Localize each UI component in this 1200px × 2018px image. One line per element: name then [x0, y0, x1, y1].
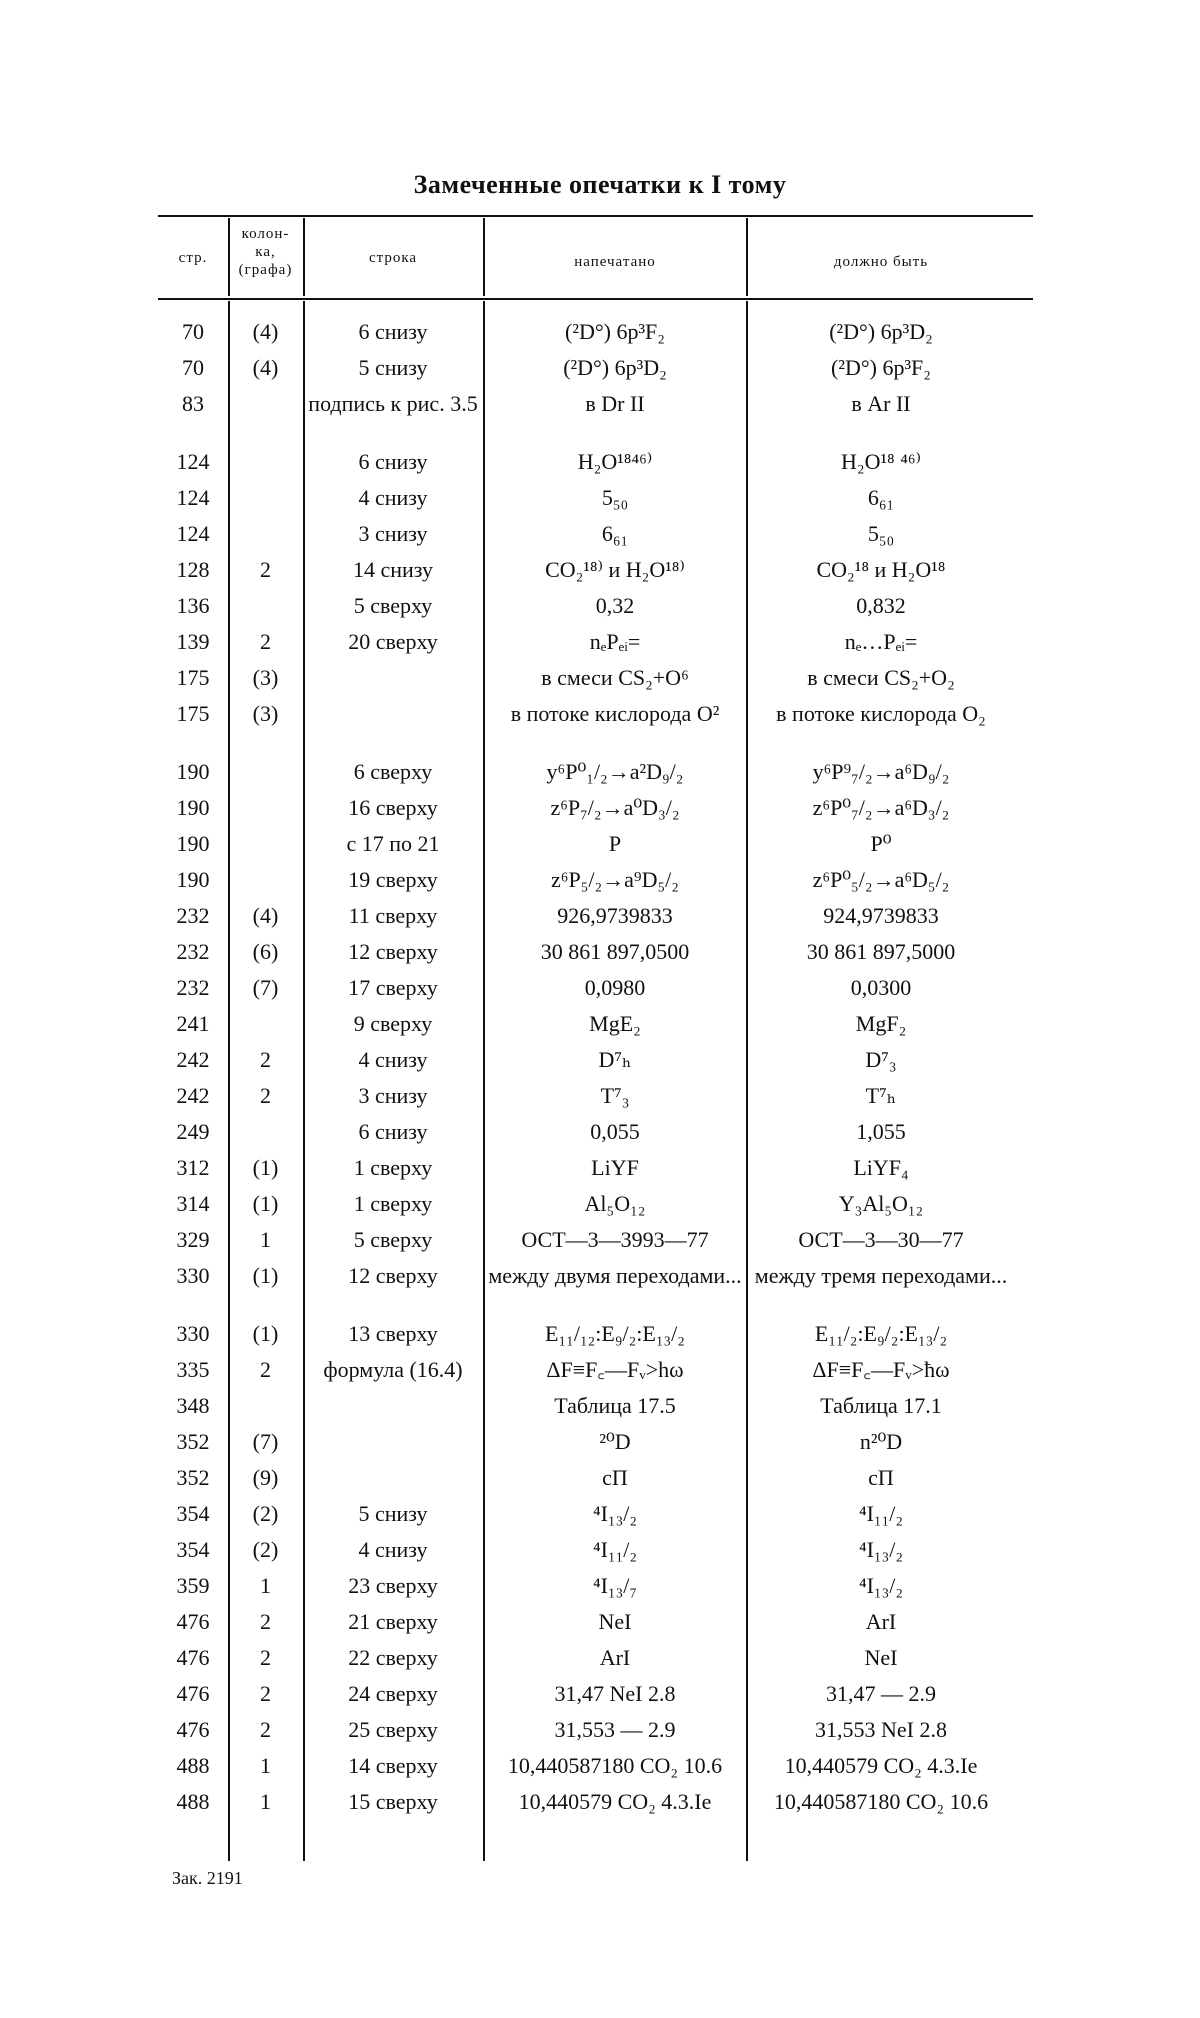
row-column: (4)	[252, 355, 279, 380]
header-column-line: колон-	[241, 226, 290, 242]
row-should-be: (²D°) 6p³F₂	[831, 355, 931, 380]
table-row	[158, 1264, 1033, 1300]
table-row	[158, 486, 1033, 522]
row-line: 5 снизу	[358, 1501, 428, 1526]
row-should-be: ArI	[865, 1609, 897, 1634]
table-row	[158, 1358, 1033, 1394]
row-printed: (²D°) 6p³D₂	[563, 355, 667, 380]
row-page: 242	[176, 1083, 210, 1108]
row-should-be: в Ar II	[851, 391, 911, 416]
row-page: 232	[176, 903, 210, 928]
row-should-be: NeI	[864, 1645, 898, 1670]
row-should-be: Y₃Al₅O₁₂	[838, 1191, 924, 1216]
row-line: 6 снизу	[358, 319, 428, 344]
row-should-be: z⁶P⁰₅/₂→a⁶D₅/₂	[812, 867, 950, 892]
row-line: 25 сверху	[348, 1717, 438, 1742]
row-page: 175	[176, 665, 210, 690]
row-printed: в смеси CS₂+O⁶	[541, 665, 689, 690]
table-row	[158, 1682, 1033, 1718]
row-line: 5 сверху	[353, 593, 433, 618]
row-should-be: ⁴I₁₃/₂	[858, 1573, 904, 1598]
table-row	[158, 630, 1033, 666]
row-page: 128	[176, 557, 210, 582]
row-page: 83	[182, 391, 204, 416]
row-page: 488	[176, 1789, 210, 1814]
row-should-be: E₁₁/₂:E₉/₂:E₁₃/₂	[814, 1321, 948, 1346]
table-row	[158, 1012, 1033, 1048]
row-line: 23 сверху	[348, 1573, 438, 1598]
row-printed: 5₅₀	[601, 485, 629, 510]
header-printed: напечатано	[574, 254, 656, 270]
row-column: (7)	[252, 1429, 279, 1454]
row-printed: 926,9739833	[557, 903, 673, 928]
row-page: 354	[176, 1501, 210, 1526]
top-rule	[158, 215, 1033, 217]
row-column: (9)	[252, 1465, 279, 1490]
table-row	[158, 1394, 1033, 1430]
row-printed: z⁶P₅/₂→a⁹D₅/₂	[551, 867, 679, 892]
header-divider	[746, 218, 748, 296]
row-line: 13 сверху	[348, 1321, 438, 1346]
row-line: 24 сверху	[348, 1681, 438, 1706]
row-line: подпись к рис. 3.5	[308, 391, 478, 416]
table-row	[158, 1048, 1033, 1084]
row-page: 190	[176, 795, 210, 820]
row-printed: в потоке кислорода O²	[510, 701, 720, 726]
row-line: с 17 по 21	[346, 831, 440, 856]
page-title: Замеченные опечатки к I тому	[413, 170, 787, 199]
row-should-be: cП	[868, 1465, 894, 1490]
header-column-line: ка,	[255, 244, 276, 260]
row-page: 476	[176, 1717, 210, 1742]
row-line: 19 сверху	[348, 867, 438, 892]
row-column: (3)	[252, 665, 279, 690]
row-page: 175	[176, 701, 210, 726]
row-printed: nₑPₑᵢ=	[589, 629, 641, 654]
row-page: 330	[176, 1321, 210, 1346]
row-page: 232	[176, 939, 210, 964]
header-should-be: должно быть	[833, 254, 929, 270]
row-printed: (²D°) 6p³F₂	[565, 319, 665, 344]
row-printed: LiYF	[591, 1155, 639, 1180]
row-column: 1	[260, 1753, 271, 1778]
row-line: 16 сверху	[348, 795, 438, 820]
header-column	[228, 225, 303, 279]
row-column: (3)	[252, 701, 279, 726]
row-column: (4)	[252, 319, 279, 344]
row-should-be: D⁷₃	[865, 1047, 897, 1072]
table-row	[158, 1646, 1033, 1682]
row-column: 2	[260, 1645, 271, 1670]
table-row	[158, 1502, 1033, 1538]
row-should-be: nₑ…Pₑᵢ=	[844, 629, 918, 654]
row-printed: cП	[602, 1465, 628, 1490]
row-line: 22 сверху	[348, 1645, 438, 1670]
row-page: 476	[176, 1681, 210, 1706]
row-page: 476	[176, 1609, 210, 1634]
row-should-be: 0,832	[856, 593, 906, 618]
row-page: 352	[176, 1465, 210, 1490]
table-row	[158, 868, 1033, 904]
row-page: 359	[176, 1573, 210, 1598]
row-should-be: 1,055	[856, 1119, 906, 1144]
table-row	[158, 1084, 1033, 1120]
row-column: 1	[260, 1227, 271, 1252]
row-line: 5 сверху	[353, 1227, 433, 1252]
table-row	[158, 1610, 1033, 1646]
row-printed: ОСТ—3—3993—77	[521, 1227, 709, 1252]
row-printed: y⁶P⁰₁/₂→a²D₉/₂	[546, 759, 684, 784]
row-page: 124	[176, 521, 210, 546]
row-page: 314	[176, 1191, 210, 1216]
row-should-be: y⁶P⁹₇/₂→a⁶D₉/₂	[812, 759, 950, 784]
row-printed: z⁶P₇/₂→a⁰D₃/₂	[550, 795, 680, 820]
row-should-be: T⁷ₕ	[865, 1083, 897, 1108]
table-row	[158, 1790, 1033, 1826]
row-page: 124	[176, 485, 210, 510]
row-should-be: 924,9739833	[823, 903, 939, 928]
row-page: 330	[176, 1263, 210, 1288]
row-page: 190	[176, 867, 210, 892]
row-line: 17 сверху	[348, 975, 438, 1000]
row-printed: CO₂¹⁸⁾ и H₂O¹⁸⁾	[545, 557, 685, 582]
table-row	[158, 760, 1033, 796]
row-printed: 10,440579 CO₂ 4.3.Ie	[518, 1789, 712, 1814]
row-column: (1)	[252, 1263, 279, 1288]
errata-table	[158, 215, 1033, 1865]
row-should-be: между тремя переходами...	[754, 1263, 1008, 1288]
row-column: (1)	[252, 1155, 279, 1180]
row-printed: MgE₂	[589, 1011, 641, 1036]
header-line: строка	[368, 250, 418, 266]
row-printed: H₂O¹⁸⁴⁶⁾	[577, 449, 653, 474]
header-divider	[483, 218, 485, 296]
row-should-be: ⁴I₁₃/₂	[858, 1537, 904, 1562]
table-row	[158, 976, 1033, 1012]
row-page: 335	[176, 1357, 210, 1382]
row-should-be: в потоке кислорода O₂	[776, 701, 986, 726]
table-row	[158, 1574, 1033, 1610]
table-row	[158, 1718, 1033, 1754]
table-row	[158, 702, 1033, 738]
row-line: 4 снизу	[358, 1047, 428, 1072]
row-page: 476	[176, 1645, 210, 1670]
row-page: 242	[176, 1047, 210, 1072]
row-column: 1	[260, 1573, 271, 1598]
row-page: 488	[176, 1753, 210, 1778]
row-should-be: H₂O¹⁸ ⁴⁶⁾	[841, 449, 921, 474]
header-column-line: (графа)	[238, 262, 293, 278]
row-column: (4)	[252, 903, 279, 928]
row-line: 3 снизу	[358, 521, 428, 546]
row-should-be: 30 861 897,5000	[806, 939, 956, 964]
table-row	[158, 1430, 1033, 1466]
row-column: (2)	[252, 1501, 279, 1526]
table-row	[158, 1228, 1033, 1264]
row-should-be: ⁴I₁₁/₂	[858, 1501, 904, 1526]
table-row	[158, 392, 1033, 428]
row-line: 4 снизу	[358, 1537, 428, 1562]
row-should-be: n²⁰D	[859, 1429, 903, 1454]
row-column: 2	[260, 1681, 271, 1706]
row-page: 124	[176, 449, 210, 474]
row-line: 14 сверху	[348, 1753, 438, 1778]
row-page: 70	[182, 355, 204, 380]
table-row	[158, 1466, 1033, 1502]
row-printed: ⁴I₁₁/₂	[592, 1537, 638, 1562]
row-page: 312	[176, 1155, 210, 1180]
table-row	[158, 796, 1033, 832]
row-printed: ⁴I₁₃/₂	[592, 1501, 638, 1526]
row-page: 139	[176, 629, 210, 654]
footer-order-number: Зак. 2191	[172, 1868, 243, 1888]
header-rule	[158, 298, 1033, 300]
row-should-be: CO₂¹⁸ и H₂O¹⁸	[816, 557, 946, 582]
row-should-be: MgF₂	[855, 1011, 907, 1036]
row-should-be: 5₅₀	[867, 521, 895, 546]
row-printed: E₁₁/₁₂:E₉/₂:E₁₃/₂	[545, 1321, 685, 1346]
row-should-be: 6₆₁	[867, 485, 895, 510]
row-should-be: в смеси CS₂+O₂	[807, 665, 955, 690]
row-line: 21 сверху	[348, 1609, 438, 1634]
row-printed: 0,0980	[584, 975, 646, 1000]
row-column: 2	[260, 1357, 271, 1382]
row-line: 5 снизу	[358, 355, 428, 380]
row-column: (7)	[252, 975, 279, 1000]
row-printed: 6₆₁	[601, 521, 629, 546]
row-page: 249	[176, 1119, 210, 1144]
row-page: 70	[182, 319, 204, 344]
row-page: 348	[176, 1393, 210, 1418]
row-printed: 30 861 897,0500	[540, 939, 690, 964]
table-row	[158, 594, 1033, 630]
row-should-be: (²D°) 6p³D₂	[829, 319, 933, 344]
row-column: (6)	[252, 939, 279, 964]
row-printed: 0,055	[590, 1119, 640, 1144]
row-line: 6 снизу	[358, 1119, 428, 1144]
table-row	[158, 1322, 1033, 1358]
row-page: 329	[176, 1227, 210, 1252]
row-printed: в Dr II	[585, 391, 645, 416]
row-column: 2	[260, 1609, 271, 1634]
row-page: 241	[176, 1011, 210, 1036]
row-column: (1)	[252, 1191, 279, 1216]
table-row	[158, 356, 1033, 392]
table-row	[158, 666, 1033, 702]
row-should-be: 10,440587180 CO₂ 10.6	[773, 1789, 989, 1814]
row-should-be: z⁶P⁰₇/₂→a⁶D₃/₂	[812, 795, 950, 820]
row-column: (2)	[252, 1537, 279, 1562]
row-column: 1	[260, 1789, 271, 1814]
row-should-be: 0,0300	[850, 975, 912, 1000]
row-should-be: 31,553 NeI 2.8	[815, 1717, 947, 1742]
row-printed: T⁷₃	[600, 1083, 630, 1108]
row-printed: Al₅O₁₂	[584, 1191, 646, 1216]
row-printed: 31,553 — 2.9	[554, 1717, 676, 1742]
table-row	[158, 904, 1033, 940]
row-should-be: ΔF≡F꜀—Fᵥ>ħω	[812, 1357, 950, 1382]
row-printed: между двумя переходами...	[488, 1263, 742, 1288]
row-line: 14 снизу	[352, 557, 434, 582]
row-line: 11 сверху	[348, 903, 438, 928]
row-printed: 31,47 NeI 2.8	[554, 1681, 676, 1706]
row-column: 2	[260, 557, 271, 582]
table-row	[158, 832, 1033, 868]
row-line: 12 сверху	[348, 1263, 438, 1288]
row-printed: ²⁰D	[599, 1429, 631, 1454]
table-row	[158, 1192, 1033, 1228]
row-line: 1 сверху	[353, 1155, 433, 1180]
table-row	[158, 558, 1033, 594]
row-column: (1)	[252, 1321, 279, 1346]
row-printed: P	[608, 831, 622, 856]
table-row	[158, 1120, 1033, 1156]
row-printed: Таблица 17.5	[554, 1393, 676, 1418]
row-printed: ArI	[599, 1645, 631, 1670]
table-row	[158, 522, 1033, 558]
row-line: 12 сверху	[348, 939, 438, 964]
row-line: 6 снизу	[358, 449, 428, 474]
row-printed: 0,32	[595, 593, 635, 618]
row-line: 9 сверху	[353, 1011, 433, 1036]
row-printed: ΔF≡F꜀—Fᵥ>hω	[546, 1357, 684, 1382]
row-column: 2	[260, 1083, 271, 1108]
table-row	[158, 1754, 1033, 1790]
row-page: 136	[176, 593, 210, 618]
row-line: 20 сверху	[348, 629, 438, 654]
row-printed: ⁴I₁₃/₇	[592, 1573, 638, 1598]
row-should-be: LiYF₄	[853, 1155, 909, 1180]
row-page: 354	[176, 1537, 210, 1562]
table-row	[158, 1156, 1033, 1192]
row-page: 352	[176, 1429, 210, 1454]
table-row	[158, 450, 1033, 486]
row-column: 2	[260, 1047, 271, 1072]
header-page: стр.	[178, 250, 208, 266]
table-row	[158, 320, 1033, 356]
row-should-be: Таблица 17.1	[820, 1393, 942, 1418]
row-printed: D⁷ₕ	[598, 1047, 632, 1072]
row-line: 15 сверху	[348, 1789, 438, 1814]
row-column: 2	[260, 1717, 271, 1742]
row-column: 2	[260, 629, 271, 654]
table-row	[158, 940, 1033, 976]
row-page: 190	[176, 831, 210, 856]
row-printed: 10,440587180 CO₂ 10.6	[507, 1753, 723, 1778]
row-should-be: 31,47 — 2.9	[826, 1681, 936, 1706]
row-page: 190	[176, 759, 210, 784]
row-should-be: 10,440579 CO₂ 4.3.Ie	[784, 1753, 978, 1778]
row-line: 1 сверху	[353, 1191, 433, 1216]
row-should-be: P⁰	[870, 831, 892, 856]
table-row	[158, 1538, 1033, 1574]
row-page: 232	[176, 975, 210, 1000]
row-line: 4 снизу	[358, 485, 428, 510]
row-line: формула (16.4)	[323, 1357, 463, 1382]
row-should-be: ОСТ—3—30—77	[798, 1227, 964, 1252]
row-printed: NeI	[598, 1609, 632, 1634]
row-line: 6 сверху	[353, 759, 433, 784]
row-line: 3 снизу	[358, 1083, 428, 1108]
